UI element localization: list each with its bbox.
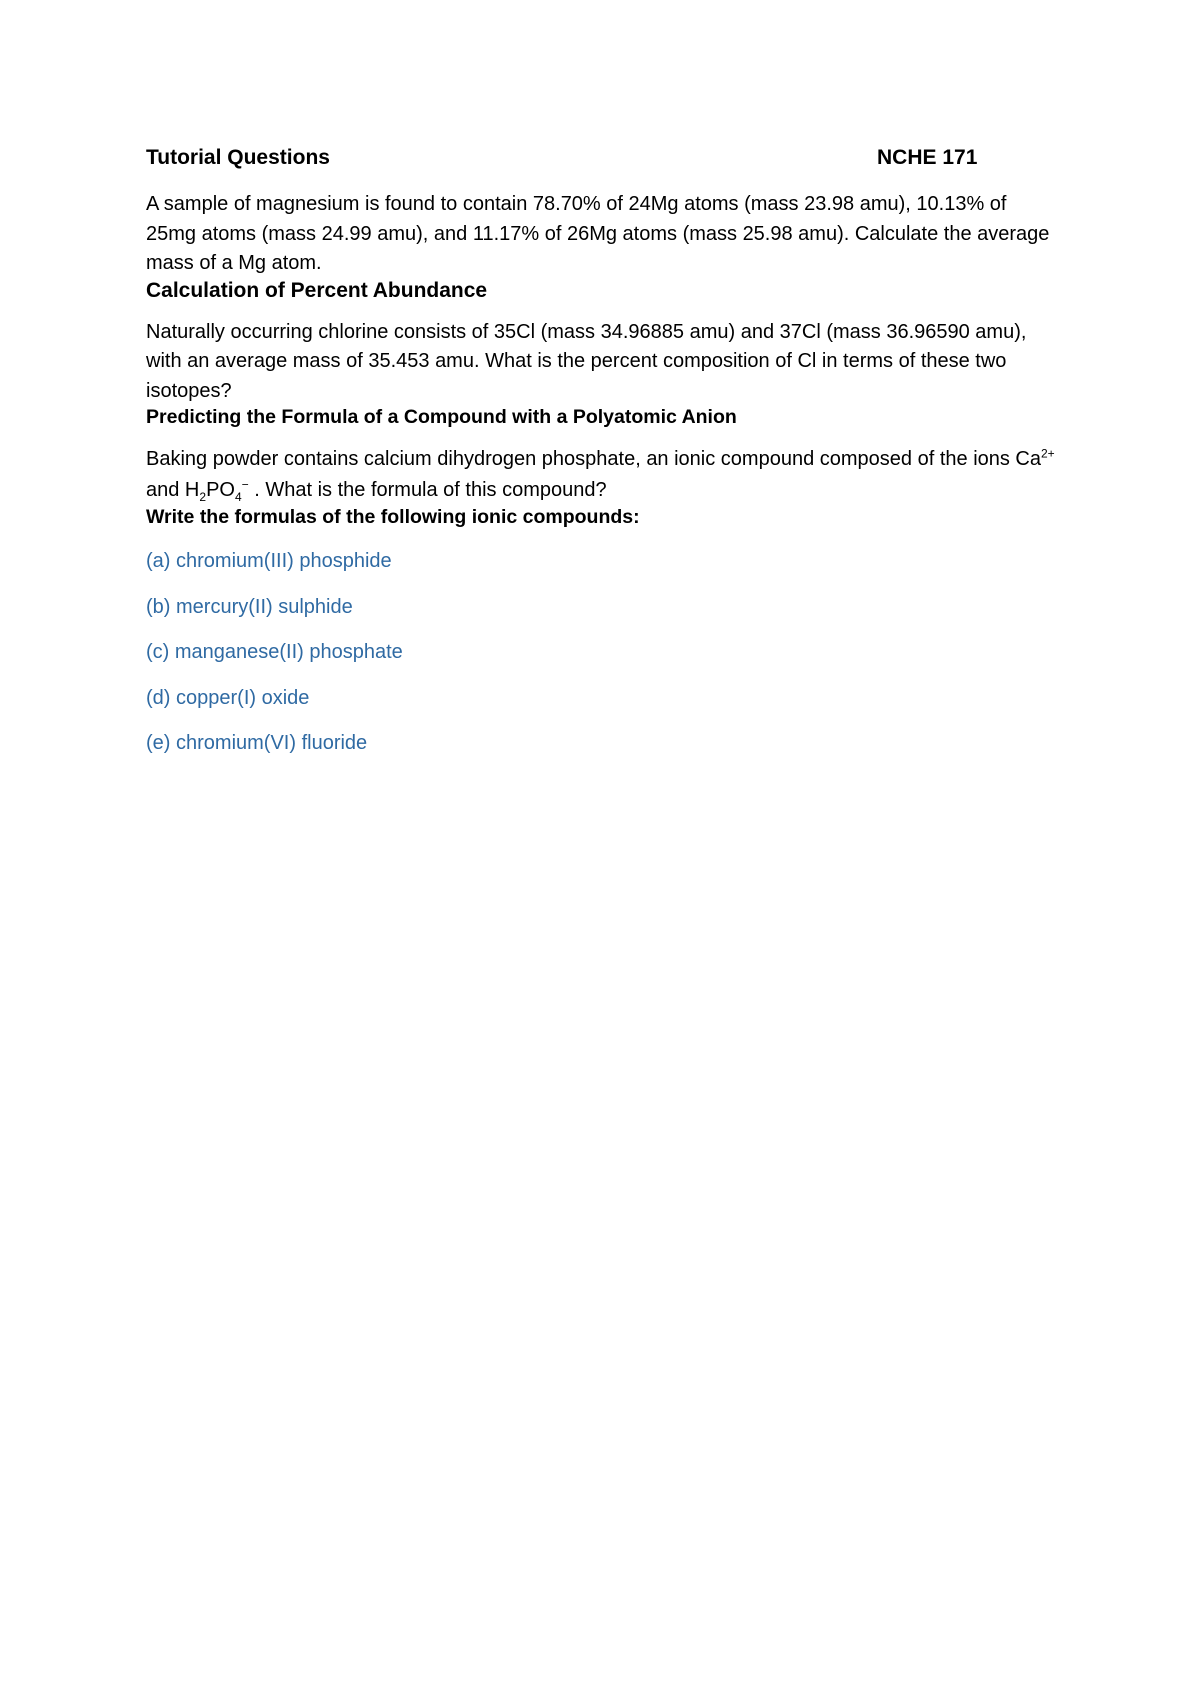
list-item: (c) manganese(II) phosphate (146, 641, 403, 663)
section-heading-percent-abundance: Calculation of Percent Abundance (146, 278, 488, 302)
q3-text-part3: PO (206, 479, 235, 501)
section-heading-ionic-formulas: Write the formulas of the following ionic compounds: (146, 506, 640, 528)
document-page (146, 142, 1056, 777)
question-baking-powder (146, 444, 1056, 506)
question-magnesium: A sample of magnesium is found to contain 78.70% of 24Mg atoms (mass 23.98 amu), 10.13% of 25mg atoms (mass 24.99 amu), and 11.17% of 26Mg atoms (mass 25.98 amu). Calculate the average mass of a Mg atom. (146, 193, 1050, 274)
compound-list (146, 549, 1056, 777)
h-subscript: 2 (199, 490, 207, 504)
q3-text-part4: . What is the formula of this compound? (248, 479, 607, 501)
question-chlorine: Naturally occurring chlorine consists of 35Cl (mass 34.96885 amu) and 37Cl (mass 36.96590 amu), with an average mass of 35.453 amu. What is the percent composition of Cl in terms of these two isotopes? (146, 320, 1027, 402)
q3-text-part2: and H (146, 479, 200, 501)
section-heading-polyatomic-anion: Predicting the Formula of a Compound with a Polyatomic Anion (146, 406, 737, 428)
q3-text-part1: Baking powder contains calcium dihydrogen phosphate, an ionic compound composed of the ions Ca (146, 448, 1041, 470)
ca-charge: 2+ (1041, 446, 1055, 461)
course-code: NCHE 171 (877, 146, 978, 169)
list-item: (a) chromium(III) phosphide (146, 550, 392, 572)
o-subscript: 4 (234, 490, 242, 504)
list-item: (e) chromium(VI) fluoride (146, 732, 368, 754)
list-item: (d) copper(I) oxide (146, 686, 310, 709)
document-title: Tutorial Questions (146, 146, 330, 169)
list-item: (b) mercury(II) sulphide (146, 595, 353, 618)
po4-charge: − (241, 477, 249, 492)
header-row (146, 142, 1056, 178)
